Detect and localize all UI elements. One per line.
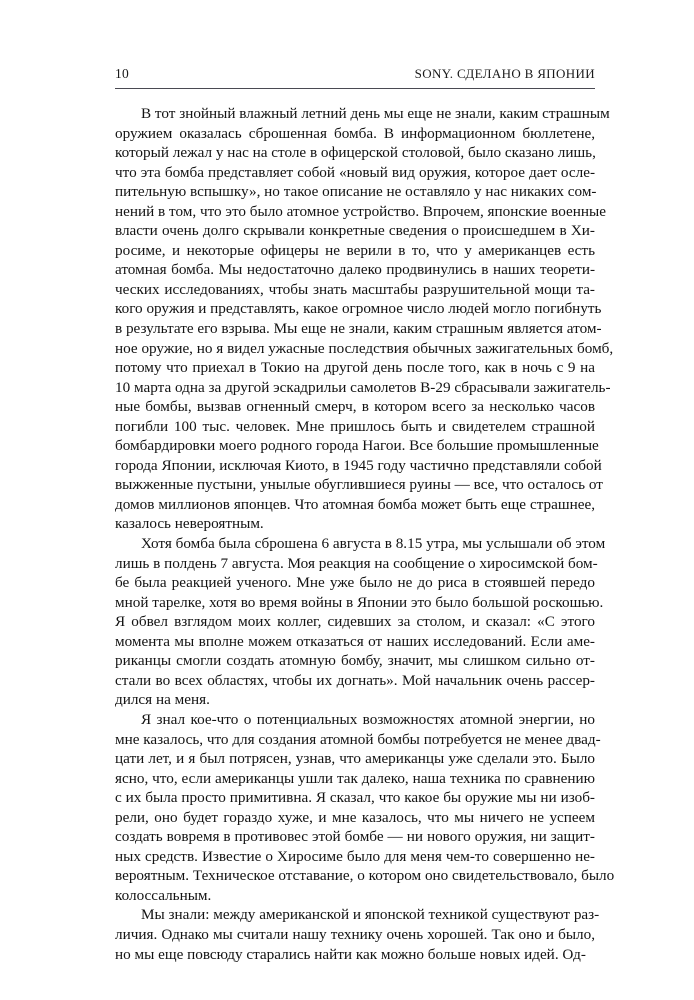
body-text-block bbox=[115, 104, 615, 964]
text-line: Я знал кое-что о потенциальных возможностях атомной энергии, но bbox=[141, 710, 595, 728]
text-line: но мы еще повсюду старались найти как можно больше новых идей. Од- bbox=[115, 945, 586, 963]
text-line: лишь в полдень 7 августа. Моя реакция на сообщение о хиросимской бом- bbox=[115, 554, 598, 572]
text-line: 10 марта одна за другой эскадрильи самолетов B-29 сбрасывали зажигатель- bbox=[115, 378, 611, 396]
running-head bbox=[115, 66, 595, 82]
text-line: ное оружие, но я видел ужасные последствия обычных зажигательных бомб, bbox=[115, 339, 614, 357]
text-line: личия. Однако мы считали нашу технику очень хорошей. Так оно и было, bbox=[115, 925, 595, 943]
text-line: власти очень долго скрывали конкретные сведения о происшедшем в Хи- bbox=[115, 222, 595, 240]
text-line: колоссальным. bbox=[115, 886, 212, 904]
text-line: выжженные пустыни, унылые обуглившиеся руины — все, что осталось от bbox=[115, 476, 603, 494]
text-line: Я обвел взглядом моих коллег, сидевших за столом, и сказал: «С этого bbox=[115, 613, 595, 631]
text-line: дился на меня. bbox=[115, 691, 210, 709]
header-rule bbox=[115, 88, 595, 89]
text-line: что эта бомба представляет собой «новый вид оружия, которое дает осле- bbox=[115, 163, 595, 181]
text-line: бе была реакцией ученого. Мне уже было не до риса в стоявшей передо bbox=[115, 574, 595, 592]
text-line: рели, оно будет гораздо хуже, и мне казалось, что мы ничего не успеем bbox=[115, 808, 595, 826]
text-line: росиме, и некоторые офицеры не верили в то, что у американцев есть bbox=[115, 241, 595, 259]
text-line: пительную вспышку», но такое описание не оставляло у нас никаких сом- bbox=[115, 183, 597, 201]
text-line: ческих исследованиях, чтобы знать масштабы разрушительной мощи та- bbox=[115, 280, 595, 298]
text-line: с их была просто примитивна. Я сказал, что какое бы оружие мы ни изоб- bbox=[115, 789, 595, 807]
text-line: погибли 100 тыс. человек. Мне пришлось быть и свидетелем страшной bbox=[115, 417, 595, 435]
text-line: в результате его взрыва. Мы еще не знали, каким страшным является атом- bbox=[115, 320, 602, 338]
text-line: Хотя бомба была сброшена 6 августа в 8.15 утра, мы услышали об этом bbox=[141, 535, 606, 553]
text-line: домов миллионов японцев. Что атомная бомба может быть еще страшнее, bbox=[115, 495, 595, 513]
page-number: 10 bbox=[115, 66, 129, 81]
paragraph bbox=[115, 534, 606, 710]
text-line: казалось невероятным. bbox=[115, 515, 264, 533]
text-line: вероятным. Техническое отставание, о котором оно свидетельствовало, было bbox=[115, 867, 615, 885]
text-line: который лежал у нас на столе в офицерской столовой, было сказано лишь, bbox=[115, 144, 596, 162]
text-line: момента мы вполне можем отказаться от наших исследований. Если аме- bbox=[115, 632, 595, 650]
text-line: нений в том, что это было атомное устройство. Впрочем, японские военные bbox=[115, 202, 606, 220]
text-line: бомбардировки моего родного города Нагои. Все большие промышленные bbox=[115, 437, 599, 455]
text-line: атомная бомба. Мы недостаточно далеко продвинулись в наших теорети- bbox=[115, 261, 595, 279]
text-line: В тот знойный влажный летний день мы еще не знали, каким страшным bbox=[141, 105, 610, 122]
text-line: цати лет, и я был потрясен, узнав, что американцы уже сделали это. Было bbox=[115, 750, 595, 768]
paragraph bbox=[115, 905, 600, 964]
text-line: стали во всех областях, чтобы их догнать». Мой начальник очень рассер- bbox=[115, 671, 595, 689]
text-line: ные бомбы, вызвав огненный смерч, в котором всего за несколько часов bbox=[115, 398, 595, 416]
paragraph bbox=[115, 104, 614, 534]
text-line: мне казалось, что для создания атомной бомбы потребуется не менее двад- bbox=[115, 730, 601, 748]
text-line: мной тарелке, хотя во время войны в Японии это было большой роскошью. bbox=[115, 593, 604, 611]
text-line: Мы знали: между американской и японской техникой существуют раз- bbox=[141, 906, 600, 924]
text-line: ясно, что, если американцы ушли так далеко, наша техника по сравнению bbox=[115, 769, 595, 787]
text-line: создать вовремя в противовес этой бомбе — ни нового оружия, ни защит- bbox=[115, 828, 595, 846]
text-line: потому что приехал в Токио на другой день после того, как в ночь с 9 на bbox=[115, 359, 595, 377]
paragraph bbox=[115, 710, 615, 905]
text-line: ных средств. Известие о Хиросиме было для меня чем-то совершенно не- bbox=[115, 847, 595, 865]
text-line: оружием оказалась сброшенная бомба. В информационном бюллетене, bbox=[115, 124, 595, 142]
text-line: риканцы смогли создать атомную бомбу, значит, мы слишком сильно от- bbox=[115, 652, 595, 670]
text-line: города Японии, исключая Киото, в 1945 году частично представляли собой bbox=[115, 456, 602, 474]
running-head-title: SONY. СДЕЛАНО В ЯПОНИИ bbox=[414, 66, 595, 81]
text-line: кого оружия и представлять, какое огромное число людей могло погибнуть bbox=[115, 300, 602, 318]
